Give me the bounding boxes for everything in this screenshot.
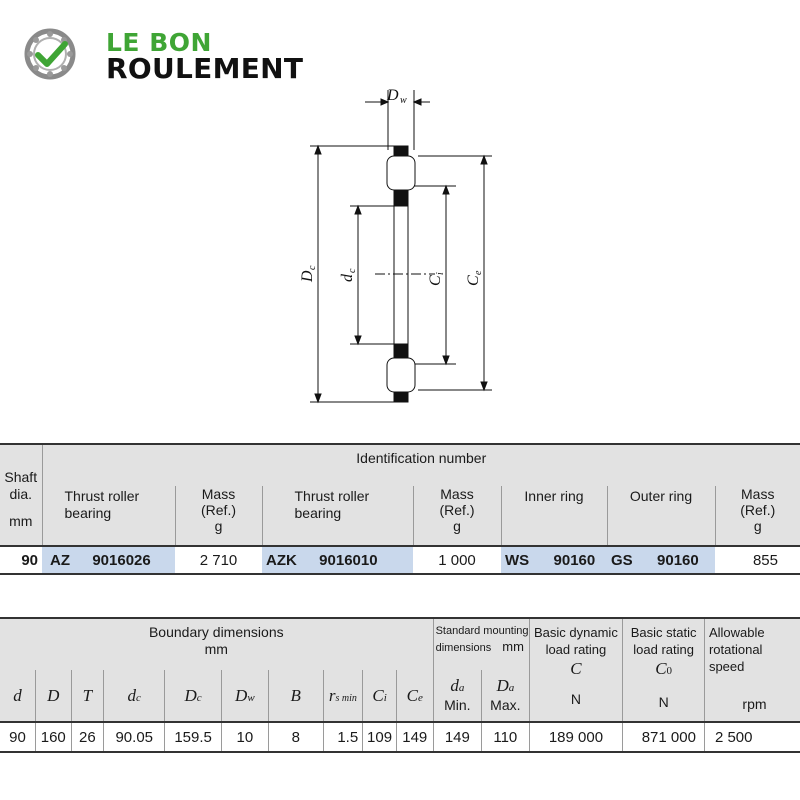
basic-static-header [623, 618, 705, 722]
basic-dynamic-label: Basic dynamic load rating [534, 625, 618, 657]
boundary-dimensions-table [0, 617, 800, 753]
cell-da: 149 [433, 722, 482, 752]
boundary-dimensions-header [0, 618, 433, 670]
col-D: D [35, 670, 71, 722]
boundary-label: Boundary dimensions [148, 624, 284, 640]
standard-mounting-label: Standard mounting [435, 625, 529, 637]
inner-ring-id [501, 546, 607, 574]
identification-header: Identification number [42, 444, 800, 486]
outer-ring-id [607, 546, 715, 574]
allowable-speed-header [704, 618, 800, 722]
label-dc-inner: d [339, 274, 356, 282]
cell-Ce: 149 [396, 722, 433, 752]
label-dc-outer-sub: c [307, 265, 318, 270]
col-Dw: Dw [221, 670, 268, 722]
id-prefix: GS [611, 551, 633, 569]
standard-mounting-header [433, 618, 529, 670]
identification-table [0, 443, 800, 575]
thrust-roller-header-1: Thrust roller bearing [42, 486, 175, 546]
inner-ring-header: Inner ring [501, 486, 607, 546]
symbol-C0: C0 [655, 659, 673, 678]
cell-Dc: 159.5 [165, 722, 221, 752]
cell-Dw: 10 [221, 722, 268, 752]
shaft-dia-value: 90 [21, 551, 38, 569]
outer-ring-header: Outer ring [607, 486, 715, 546]
cell-D: 160 [35, 722, 71, 752]
col-B: B [268, 670, 323, 722]
bearing-check-icon [24, 28, 76, 80]
table-row [0, 722, 800, 752]
label-ce-sub: e [473, 270, 484, 275]
id-number: 90160 [657, 551, 699, 569]
mass-value-1: 2 710 [199, 551, 238, 569]
cell-speed: 2 500 [704, 722, 800, 752]
cell-C0: 871 000 [623, 722, 705, 752]
col-Ci: Ci [363, 670, 397, 722]
cell-C: 189 000 [529, 722, 623, 752]
basic-static-label: Basic static load rating [630, 625, 697, 657]
table-row [0, 546, 800, 574]
id-number: 9016026 [92, 551, 151, 569]
id-prefix: AZ [50, 551, 70, 569]
unit-rpm: rpm [742, 696, 767, 712]
dimensions-unit: mm [502, 639, 524, 654]
label-ce: C [465, 275, 482, 286]
cell-dc: 90.05 [104, 722, 165, 752]
thrust-roller-header-2: Thrust roller bearing [262, 486, 413, 546]
col-Dc: Dc [165, 670, 221, 722]
mass-value-2: 1 000 [438, 551, 476, 569]
cell-B: 8 [268, 722, 323, 752]
label-dc-inner-sub: c [347, 268, 358, 273]
brand-logo [24, 26, 304, 86]
id-prefix: WS [505, 551, 530, 569]
col-rs-min: rs min [323, 670, 363, 722]
dimensions-label: dimensions [435, 642, 492, 654]
col-Ce: Ce [396, 670, 433, 722]
id-number: 9016010 [319, 551, 378, 569]
symbol-C: C [570, 659, 582, 678]
col-T: T [71, 670, 104, 722]
col-d: d [0, 670, 35, 722]
cell-Da: 110 [482, 722, 529, 752]
col-dc: dc [104, 670, 165, 722]
logo-line-2: ROULEMENT [106, 52, 304, 85]
label-dc-outer: D [299, 270, 316, 282]
label-ci-sub: i [435, 272, 446, 275]
shaft-dia-header [0, 444, 42, 546]
cell-d: 90 [9, 728, 26, 746]
unit-N-static: N [658, 694, 669, 710]
col-Da-max: Da Max. [482, 670, 529, 722]
mass-header-3: Mass (Ref.) g [715, 486, 800, 546]
bearing-cross-section-drawing [290, 82, 510, 412]
label-dw-sub: w [400, 95, 407, 106]
col-da-min: da Min. [433, 670, 482, 722]
cell-T: 26 [71, 722, 104, 752]
boundary-unit: mm [204, 641, 228, 657]
thrust-bearing-id-1 [42, 546, 175, 574]
label-ci: C [427, 275, 444, 286]
logo-line-1: LE BON [106, 28, 212, 57]
id-prefix: AZK [266, 551, 297, 569]
id-number: 90160 [553, 551, 596, 569]
basic-dynamic-header [529, 618, 623, 722]
shaft-dia-label: Shaft dia. [4, 469, 38, 502]
mass-header-1: Mass (Ref.) g [175, 486, 262, 546]
shaft-dia-unit: mm [9, 513, 33, 529]
label-dw: D [387, 87, 399, 104]
mass-header-2: Mass (Ref.) g [413, 486, 501, 546]
cell-rs-min: 1.5 [323, 722, 363, 752]
unit-N-dynamic: N [570, 691, 581, 707]
mass-value-3: 855 [752, 551, 778, 569]
allowable-speed-label: Allowable rotational speed [708, 625, 765, 674]
thrust-bearing-id-2 [262, 546, 413, 574]
cell-Ci: 109 [363, 722, 397, 752]
